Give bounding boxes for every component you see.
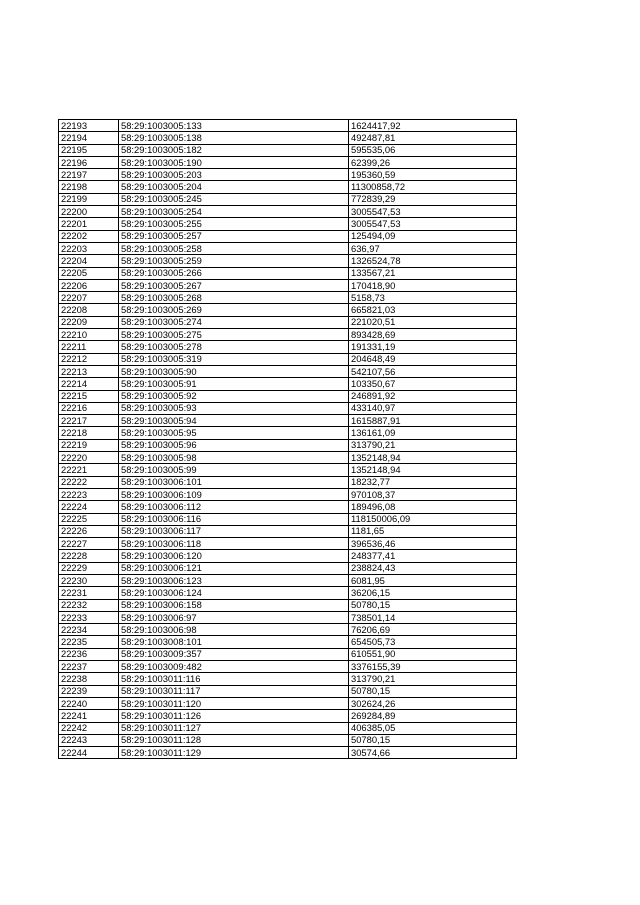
row-number-cell: 22220: [59, 452, 119, 464]
table-row: [59, 230, 517, 242]
cadastral-number-cell: 58:29:1003005:95: [119, 427, 349, 439]
value-cell: 1352148,94: [349, 464, 517, 476]
cadastral-number-cell: 58:29:1003005:203: [119, 169, 349, 181]
cadastral-number-cell: 58:29:1003005:245: [119, 193, 349, 205]
cadastral-number-cell: 58:29:1003006:101: [119, 476, 349, 488]
value-cell: 665821,03: [349, 304, 517, 316]
row-number-cell: 22227: [59, 538, 119, 550]
value-cell: 191331,19: [349, 341, 517, 353]
row-number-cell: 22216: [59, 402, 119, 414]
row-number-cell: 22221: [59, 464, 119, 476]
cadastral-number-cell: 58:29:1003005:138: [119, 132, 349, 144]
cadastral-number-cell: 58:29:1003011:128: [119, 734, 349, 746]
value-cell: 1326524,78: [349, 255, 517, 267]
table-row: [59, 353, 517, 365]
row-number-cell: 22205: [59, 267, 119, 279]
table-row: [59, 341, 517, 353]
cadastral-number-cell: 58:29:1003005:98: [119, 452, 349, 464]
table-row: [59, 587, 517, 599]
cadastral-number-cell: 58:29:1003005:266: [119, 267, 349, 279]
value-cell: 125494,09: [349, 230, 517, 242]
cadastral-number-cell: 58:29:1003005:269: [119, 304, 349, 316]
table-row: [59, 402, 517, 414]
cadastral-number-cell: 58:29:1003005:96: [119, 439, 349, 451]
table-row: [59, 574, 517, 586]
cadastral-number-cell: 58:29:1003006:97: [119, 611, 349, 623]
value-cell: 269284,89: [349, 710, 517, 722]
value-cell: 313790,21: [349, 673, 517, 685]
cadastral-number-cell: 58:29:1003006:98: [119, 624, 349, 636]
cadastral-number-cell: 58:29:1003005:91: [119, 378, 349, 390]
cadastral-number-cell: 58:29:1003005:133: [119, 120, 349, 132]
row-number-cell: 22212: [59, 353, 119, 365]
cadastral-number-cell: 58:29:1003011:127: [119, 722, 349, 734]
row-number-cell: 22202: [59, 230, 119, 242]
cadastral-number-cell: 58:29:1003005:278: [119, 341, 349, 353]
value-cell: 595535,06: [349, 144, 517, 156]
table-row: [59, 439, 517, 451]
cadastral-number-cell: 58:29:1003005:182: [119, 144, 349, 156]
table-row: [59, 120, 517, 132]
value-cell: 654505,73: [349, 636, 517, 648]
row-number-cell: 22208: [59, 304, 119, 316]
table-row: [59, 144, 517, 156]
row-number-cell: 22209: [59, 316, 119, 328]
cadastral-number-cell: 58:29:1003011:117: [119, 685, 349, 697]
row-number-cell: 22228: [59, 550, 119, 562]
table-row: [59, 538, 517, 550]
cadastral-number-cell: 58:29:1003006:109: [119, 488, 349, 500]
table-row: [59, 648, 517, 660]
table-row: [59, 279, 517, 291]
cadastral-number-cell: 58:29:1003011:129: [119, 747, 349, 759]
table-row: [59, 513, 517, 525]
cadastral-number-cell: 58:29:1003006:158: [119, 599, 349, 611]
table-row: [59, 476, 517, 488]
table-row: [59, 206, 517, 218]
table-row: [59, 673, 517, 685]
table-row: [59, 218, 517, 230]
row-number-cell: 22199: [59, 193, 119, 205]
row-number-cell: 22210: [59, 329, 119, 341]
value-cell: 5158,73: [349, 292, 517, 304]
cadastral-number-cell: 58:29:1003005:254: [119, 206, 349, 218]
value-cell: 772839,29: [349, 193, 517, 205]
cadastral-number-cell: 58:29:1003005:99: [119, 464, 349, 476]
value-cell: 11300858,72: [349, 181, 517, 193]
row-number-cell: 22207: [59, 292, 119, 304]
table-row: [59, 685, 517, 697]
row-number-cell: 22215: [59, 390, 119, 402]
cadastral-number-cell: 58:29:1003006:123: [119, 574, 349, 586]
value-cell: 610551,90: [349, 648, 517, 660]
cadastral-number-cell: 58:29:1003006:116: [119, 513, 349, 525]
row-number-cell: 22204: [59, 255, 119, 267]
row-number-cell: 22239: [59, 685, 119, 697]
value-cell: 636,97: [349, 242, 517, 254]
table-row: [59, 132, 517, 144]
row-number-cell: 22236: [59, 648, 119, 660]
row-number-cell: 22217: [59, 415, 119, 427]
value-cell: 1181,65: [349, 525, 517, 537]
data-table: [58, 119, 517, 759]
value-cell: 396536,46: [349, 538, 517, 550]
table-row: [59, 242, 517, 254]
cadastral-number-cell: 58:29:1003005:268: [119, 292, 349, 304]
cadastral-number-cell: 58:29:1003005:94: [119, 415, 349, 427]
table-row: [59, 415, 517, 427]
table-row: [59, 316, 517, 328]
value-cell: 492487,81: [349, 132, 517, 144]
table-row: [59, 722, 517, 734]
cadastral-number-cell: 58:29:1003011:120: [119, 697, 349, 709]
row-number-cell: 22232: [59, 599, 119, 611]
row-number-cell: 22238: [59, 673, 119, 685]
cadastral-number-cell: 58:29:1003006:117: [119, 525, 349, 537]
table-row: [59, 636, 517, 648]
cadastral-number-cell: 58:29:1003005:274: [119, 316, 349, 328]
table-row: [59, 562, 517, 574]
row-number-cell: 22231: [59, 587, 119, 599]
value-cell: 542107,56: [349, 365, 517, 377]
value-cell: 1624417,92: [349, 120, 517, 132]
table-row: [59, 181, 517, 193]
table-row: [59, 329, 517, 341]
table-row: [59, 452, 517, 464]
cadastral-number-cell: 58:29:1003005:319: [119, 353, 349, 365]
table-row: [59, 365, 517, 377]
row-number-cell: 22233: [59, 611, 119, 623]
table-row: [59, 255, 517, 267]
table-row: [59, 501, 517, 513]
value-cell: 133567,21: [349, 267, 517, 279]
table-row: [59, 464, 517, 476]
table-row: [59, 624, 517, 636]
row-number-cell: 22201: [59, 218, 119, 230]
table-row: [59, 710, 517, 722]
value-cell: 76206,69: [349, 624, 517, 636]
table-row: [59, 193, 517, 205]
cadastral-number-cell: 58:29:1003005:267: [119, 279, 349, 291]
table-row: [59, 488, 517, 500]
row-number-cell: 22214: [59, 378, 119, 390]
value-cell: 195360,59: [349, 169, 517, 181]
value-cell: 170418,90: [349, 279, 517, 291]
cadastral-number-cell: 58:29:1003006:121: [119, 562, 349, 574]
value-cell: 3376155,39: [349, 661, 517, 673]
value-cell: 313790,21: [349, 439, 517, 451]
row-number-cell: 22241: [59, 710, 119, 722]
cadastral-number-cell: 58:29:1003006:120: [119, 550, 349, 562]
value-cell: 50780,15: [349, 685, 517, 697]
table-row: [59, 661, 517, 673]
row-number-cell: 22223: [59, 488, 119, 500]
row-number-cell: 22200: [59, 206, 119, 218]
row-number-cell: 22235: [59, 636, 119, 648]
row-number-cell: 22224: [59, 501, 119, 513]
cadastral-number-cell: 58:29:1003011:126: [119, 710, 349, 722]
row-number-cell: 22234: [59, 624, 119, 636]
value-cell: 970108,37: [349, 488, 517, 500]
row-number-cell: 22230: [59, 574, 119, 586]
row-number-cell: 22195: [59, 144, 119, 156]
table-row: [59, 747, 517, 759]
value-cell: 18232,77: [349, 476, 517, 488]
cadastral-number-cell: 58:29:1003009:482: [119, 661, 349, 673]
row-number-cell: 22211: [59, 341, 119, 353]
value-cell: 302624,26: [349, 697, 517, 709]
row-number-cell: 22193: [59, 120, 119, 132]
row-number-cell: 22222: [59, 476, 119, 488]
row-number-cell: 22243: [59, 734, 119, 746]
value-cell: 103350,67: [349, 378, 517, 390]
value-cell: 62399,26: [349, 156, 517, 168]
value-cell: 1352148,94: [349, 452, 517, 464]
value-cell: 189496,08: [349, 501, 517, 513]
value-cell: 248377,41: [349, 550, 517, 562]
value-cell: 1615887,91: [349, 415, 517, 427]
value-cell: 50780,15: [349, 599, 517, 611]
table-row: [59, 525, 517, 537]
cadastral-number-cell: 58:29:1003005:90: [119, 365, 349, 377]
value-cell: 406385,05: [349, 722, 517, 734]
value-cell: 3005547,53: [349, 206, 517, 218]
row-number-cell: 22218: [59, 427, 119, 439]
row-number-cell: 22229: [59, 562, 119, 574]
row-number-cell: 22197: [59, 169, 119, 181]
row-number-cell: 22203: [59, 242, 119, 254]
cadastral-number-cell: 58:29:1003006:124: [119, 587, 349, 599]
row-number-cell: 22198: [59, 181, 119, 193]
value-cell: 30574,66: [349, 747, 517, 759]
cadastral-number-cell: 58:29:1003005:258: [119, 242, 349, 254]
table-body: [59, 120, 517, 759]
value-cell: 221020,51: [349, 316, 517, 328]
cadastral-number-cell: 58:29:1003005:93: [119, 402, 349, 414]
table-row: [59, 156, 517, 168]
cadastral-number-cell: 58:29:1003006:118: [119, 538, 349, 550]
value-cell: 893428,69: [349, 329, 517, 341]
row-number-cell: 22213: [59, 365, 119, 377]
table-row: [59, 304, 517, 316]
row-number-cell: 22226: [59, 525, 119, 537]
value-cell: 246891,92: [349, 390, 517, 402]
table-row: [59, 550, 517, 562]
row-number-cell: 22237: [59, 661, 119, 673]
value-cell: 238824,43: [349, 562, 517, 574]
row-number-cell: 22225: [59, 513, 119, 525]
table-row: [59, 378, 517, 390]
table-row: [59, 292, 517, 304]
value-cell: 738501,14: [349, 611, 517, 623]
table-row: [59, 267, 517, 279]
value-cell: 3005547,53: [349, 218, 517, 230]
value-cell: 136161,09: [349, 427, 517, 439]
cadastral-number-cell: 58:29:1003005:255: [119, 218, 349, 230]
cadastral-number-cell: 58:29:1003005:259: [119, 255, 349, 267]
cadastral-number-cell: 58:29:1003005:275: [119, 329, 349, 341]
row-number-cell: 22219: [59, 439, 119, 451]
table-row: [59, 734, 517, 746]
row-number-cell: 22196: [59, 156, 119, 168]
row-number-cell: 22240: [59, 697, 119, 709]
value-cell: 36206,15: [349, 587, 517, 599]
table-row: [59, 697, 517, 709]
table-row: [59, 169, 517, 181]
cadastral-number-cell: 58:29:1003005:204: [119, 181, 349, 193]
row-number-cell: 22206: [59, 279, 119, 291]
cadastral-number-cell: 58:29:1003005:257: [119, 230, 349, 242]
table-row: [59, 427, 517, 439]
row-number-cell: 22194: [59, 132, 119, 144]
row-number-cell: 22242: [59, 722, 119, 734]
cadastral-number-cell: 58:29:1003005:92: [119, 390, 349, 402]
value-cell: 6081,95: [349, 574, 517, 586]
cadastral-number-cell: 58:29:1003008:101: [119, 636, 349, 648]
value-cell: 50780,15: [349, 734, 517, 746]
value-cell: 204648,49: [349, 353, 517, 365]
table-row: [59, 611, 517, 623]
cadastral-number-cell: 58:29:1003009:357: [119, 648, 349, 660]
table-row: [59, 599, 517, 611]
cadastral-number-cell: 58:29:1003005:190: [119, 156, 349, 168]
row-number-cell: 22244: [59, 747, 119, 759]
cadastral-number-cell: 58:29:1003006:112: [119, 501, 349, 513]
table-row: [59, 390, 517, 402]
value-cell: 118150006,09: [349, 513, 517, 525]
value-cell: 433140,97: [349, 402, 517, 414]
cadastral-number-cell: 58:29:1003011:116: [119, 673, 349, 685]
